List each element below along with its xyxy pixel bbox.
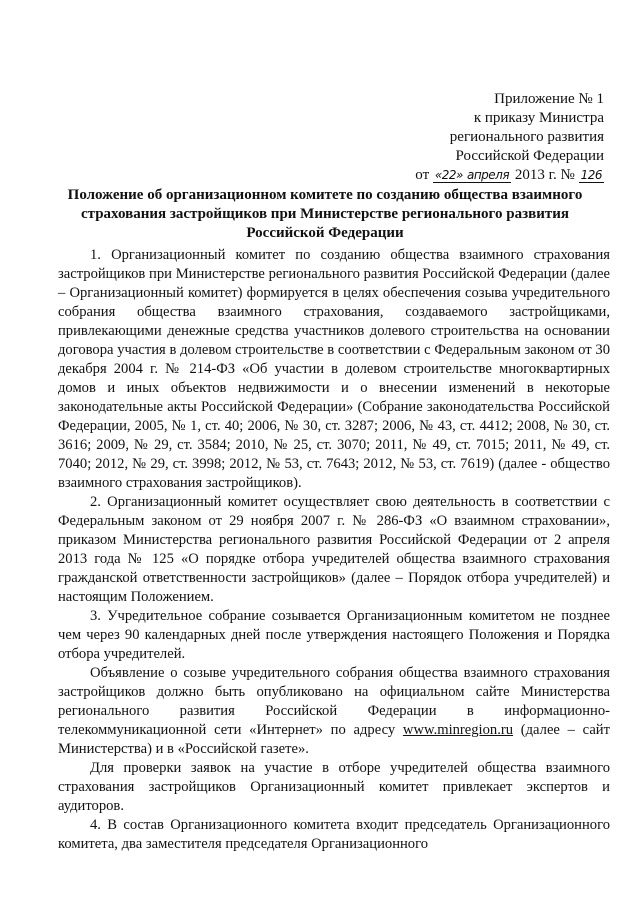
- announcement-text-end: (далее – сайт Министерства) и в «Российской газете».: [58, 722, 610, 757]
- date-month: апреля: [466, 168, 510, 182]
- annex-header: [415, 90, 604, 185]
- order-number: 126: [580, 168, 602, 182]
- document-title: Положение об организационном комитете по созданию общества взаимного страхования застройщиков при Министерстве регионального развития Российской Федерации: [67, 187, 583, 241]
- paragraph-1: 1. Организационный комитет по созданию общества взаимного страхования застройщиков при Министерстве регионального развития Российской Федерации (далее – Организационный комитет) формируется в целях обеспечения созыва учредительного собрания общества взаимного страхования, создаваемого застройщиками, привлекающими денежные средства участников долевого строительства на основании договора участия в долевом строительстве в соответствии с Федеральным законом от 30 декабря 2004 г. № 214-ФЗ «Об участии в долевом строительстве многоквартирных домов и иных объектов недвижимости и о внесении изменений в некоторые законодательные акты Российской Федерации» (Собрание законодательства Российской Федерации, 2005, № 1, ст. 40; 2006, № 30, ст. 3287; 2006, № 43, ст. 4412; 2008, № 30, ст. 3616; 2009, № 29, ст. 3584; 2010, № 25, ст. 3070; 2011, № 49, ст. 7015; 2011, № 49, ст. 7040; 2012, № 29, ст. 3998; 2012, № 53, ст. 7643; 2012, № 53, ст. 7619) (далее - общество взаимного страхования застройщиков).: [58, 247, 610, 491]
- annex-country: Российской Федерации: [455, 148, 604, 164]
- date-year: 2013 г. №: [514, 167, 575, 183]
- annex-order-ref: к приказу Министра: [473, 110, 604, 126]
- document-body: [58, 246, 610, 854]
- paragraph-4: 4. В состав Организационного комитета входит председатель Организационного комитета, два заместителя председателя Организационного: [58, 817, 610, 852]
- paragraph-3: 3. Учредительное собрание созывается Организационным комитетом не позднее чем через 90 календарных дней после утверждения настоящего Положения и Порядка отбора учредителей.: [58, 608, 610, 662]
- ministry-website-link[interactable]: www.minregion.ru: [402, 722, 514, 738]
- paragraph-announcement: [58, 664, 610, 759]
- paragraph-experts: Для проверки заявок на участие в отборе учредителей общества взаимного страхования застройщиков Организационный комитет привлекает экспертов и аудиторов.: [58, 760, 610, 814]
- paragraph-2: 2. Организационный комитет осуществляет свою деятельность в соответствии с Федеральным законом от 29 ноября 2007 г. № 286-ФЗ «О взаимном страховании», приказом Министерства регионального развития Российской Федерации от 2 апреля 2013 года № 125 «О порядке отбора учредителей общества взаимного страхования гражданской ответственности застройщиков» (далее – Порядок отбора учредителей) и настоящим Положением.: [58, 494, 610, 605]
- annex-date-line: [415, 166, 604, 185]
- annex-ministry: регионального развития: [449, 129, 604, 145]
- date-day: «22»: [434, 168, 463, 182]
- date-prefix: от: [415, 167, 430, 183]
- annex-number: Приложение № 1: [494, 91, 604, 107]
- announcement-text: Объявление о созыве учредительного собрания общества взаимного страхования застройщиков должно быть опубликовано на официальном сайте Министерства регионального развития Российской Федерации в информационно-телекоммуникационной сети «Интернет» по адресу: [58, 665, 610, 738]
